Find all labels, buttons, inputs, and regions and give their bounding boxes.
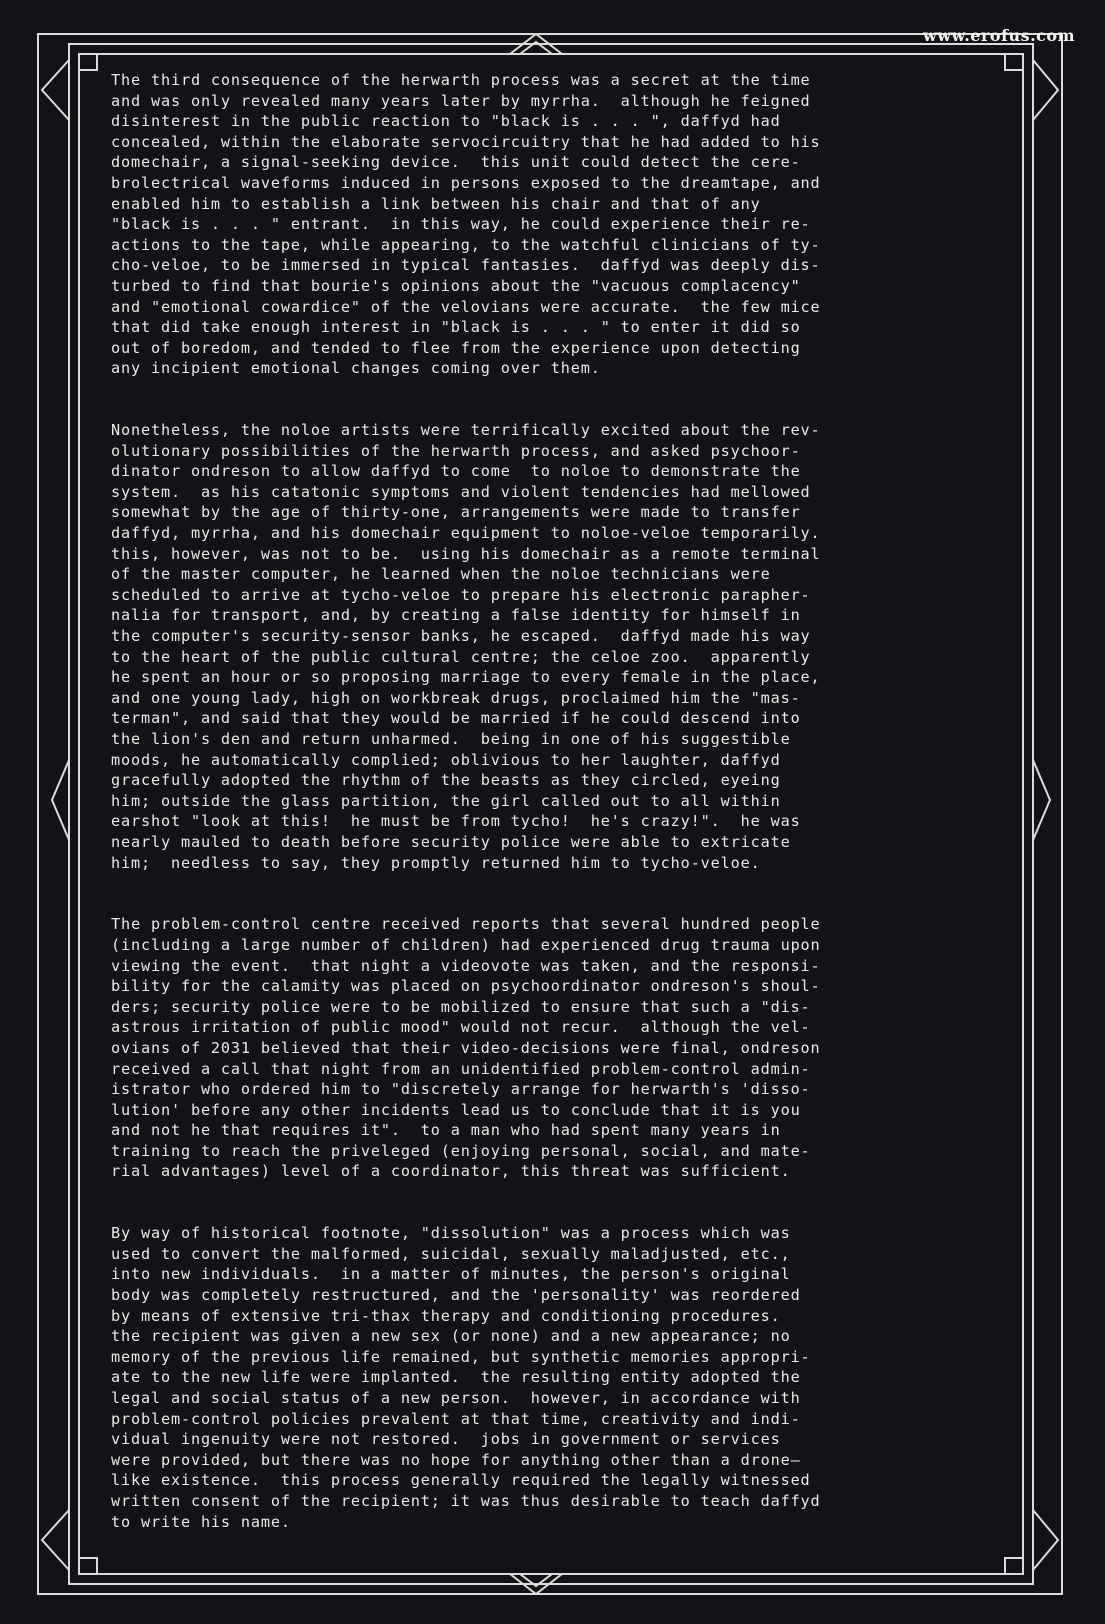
text-line: training to reach the priveleged (enjoying personal, social, and mate- bbox=[111, 1141, 811, 1160]
text-line: memory of the previous life remained, but synthetic memories appropri- bbox=[111, 1347, 811, 1366]
text-line: into new individuals. in a matter of minutes, the person's original bbox=[111, 1265, 791, 1284]
text-line: rial advantages) level of a coordinator, this threat was sufficient. bbox=[111, 1162, 791, 1181]
text-line: ders; security police were to be mobilized to ensure that such a "dis- bbox=[111, 997, 811, 1016]
text-line: received a call that night from an unidentified problem-control admin- bbox=[111, 1059, 811, 1078]
text-line: nearly mauled to death before security police were able to extricate bbox=[111, 832, 791, 851]
text-line: actions to the tape, while appearing, to the watchful clinicians of ty- bbox=[111, 235, 821, 254]
text-line: the lion's den and return unharmed. being in one of his suggestible bbox=[111, 730, 791, 748]
text-line: the recipient was given a new sex (or none) and a new appearance; no bbox=[111, 1327, 791, 1346]
document-body bbox=[111, 70, 1004, 1532]
paragraph-1 bbox=[111, 70, 1004, 379]
text-line: astrous irritation of public mood" would not recur. although the vel- bbox=[111, 1018, 811, 1037]
text-line: the computer's security-sensor banks, he escaped. daffyd made his way bbox=[111, 627, 811, 646]
paragraph-3 bbox=[111, 914, 1004, 1182]
text-line: concealed, within the elaborate servocircuitry that he had added to his bbox=[111, 132, 821, 151]
text-line: body was completely restructured, and the 'personality' was reordered bbox=[111, 1286, 801, 1305]
text-line: brolectrical waveforms induced in persons exposed to the dreamtape, and bbox=[111, 173, 821, 192]
text-line: system. as his catatonic symptoms and violent tendencies had mellowed bbox=[111, 482, 811, 501]
text-line: By way of historical footnote, "dissolution" was a process which was bbox=[111, 1224, 791, 1243]
text-line: to write his name. bbox=[111, 1512, 291, 1531]
text-line: and not he that requires it". to a man who had spent many years in bbox=[111, 1121, 781, 1140]
text-line: like existence. this process generally required the legally witnessed bbox=[111, 1471, 811, 1490]
text-line: lution' before any other incidents lead us to conclude that it is you bbox=[111, 1100, 801, 1119]
text-line: daffyd, myrrha, and his domechair equipment to noloe-veloe temporarily. bbox=[111, 524, 821, 543]
text-line: olutionary possibilities of the herwarth process, and asked psychoor- bbox=[111, 441, 801, 460]
text-line: that did take enough interest in "black is . . . " to enter it did so bbox=[111, 318, 801, 337]
paragraph-2 bbox=[111, 420, 1004, 873]
text-line: legal and social status of a new person. however, in accordance with bbox=[111, 1389, 801, 1407]
text-line: cho-veloe, to be immersed in typical fantasies. daffyd was deeply dis- bbox=[111, 256, 821, 275]
text-line: and was only revealed many years later by myrrha. although he feigned bbox=[111, 91, 811, 110]
paragraph-4 bbox=[111, 1223, 1004, 1532]
text-line: this, however, was not to be. using his domechair as a remote terminal bbox=[111, 544, 821, 563]
text-line: of the master computer, he learned when the noloe technicians were bbox=[111, 565, 771, 584]
text-line: dinator ondreson to allow daffyd to come to noloe to demonstrate the bbox=[111, 462, 801, 481]
text-line: domechair, a signal-seeking device. this unit could detect the cere- bbox=[111, 153, 801, 172]
text-line: he spent an hour or so proposing marriage to every female in the place, bbox=[111, 668, 821, 687]
text-line: were provided, but there was no hope for anything other than a drone— bbox=[111, 1450, 801, 1469]
text-line: ovians of 2031 believed that their video-decisions were final, ondreson bbox=[111, 1038, 821, 1057]
text-line: him; needless to say, they promptly returned him to tycho-veloe. bbox=[111, 853, 761, 872]
text-line: enabled him to establish a link between his chair and that of any bbox=[111, 194, 761, 213]
text-line: The problem-control centre received reports that several hundred people bbox=[111, 915, 821, 934]
text-line: somewhat by the age of thirty-one, arrangements were made to transfer bbox=[111, 503, 801, 522]
text-line: gracefully adopted the rhythm of the beasts as they circled, eyeing bbox=[111, 771, 781, 790]
text-line: and one young lady, high on workbreak drugs, proclaimed him the "mas- bbox=[111, 688, 801, 707]
text-line: problem-control policies prevalent at that time, creativity and indi- bbox=[111, 1409, 801, 1428]
text-line: him; outside the glass partition, the girl called out to all within bbox=[111, 791, 781, 810]
text-line: and "emotional cowardice" of the velovians were accurate. the few mice bbox=[111, 297, 821, 316]
text-line: bility for the calamity was placed on psychoordinator ondreson's shoul- bbox=[111, 977, 821, 996]
text-line: out of boredom, and tended to flee from the experience upon detecting bbox=[111, 338, 801, 357]
text-line: vidual ingenuity were not restored. jobs in government or services bbox=[111, 1430, 781, 1449]
text-line: The third consequence of the herwarth process was a secret at the time bbox=[111, 71, 811, 89]
text-line: (including a large number of children) had experienced drug trauma upon bbox=[111, 935, 821, 954]
text-line: by means of extensive tri-thax therapy and conditioning procedures. bbox=[111, 1306, 781, 1325]
text-line: Nonetheless, the noloe artists were terrifically excited about the rev- bbox=[111, 421, 821, 440]
text-line: ate to the new life were implanted. the resulting entity adopted the bbox=[111, 1368, 801, 1387]
text-line: any incipient emotional changes coming over them. bbox=[111, 359, 601, 378]
text-line: moods, he automatically complied; oblivious to her laughter, daffyd bbox=[111, 750, 781, 769]
text-line: to the heart of the public cultural centre; the celoe zoo. apparently bbox=[111, 647, 811, 666]
text-line: disinterest in the public reaction to "black is . . . ", daffyd had bbox=[111, 112, 781, 131]
text-line: viewing the event. that night a videovote was taken, and the responsi- bbox=[111, 956, 821, 975]
text-line: written consent of the recipient; it was thus desirable to teach daffyd bbox=[111, 1491, 821, 1510]
text-line: earshot "look at this! he must be from tycho! he's crazy!". he was bbox=[111, 812, 801, 831]
text-line: "black is . . . " entrant. in this way, he could experience their re- bbox=[111, 215, 811, 234]
text-line: turbed to find that bourie's opinions about the "vacuous complacency" bbox=[111, 276, 801, 295]
text-line: scheduled to arrive at tycho-veloe to prepare his electronic parapher- bbox=[111, 585, 811, 604]
text-line: used to convert the malformed, suicidal, sexually maladjusted, etc., bbox=[111, 1244, 791, 1263]
site-watermark: www.erofus.com bbox=[923, 26, 1075, 45]
text-line: terman", and said that they would be married if he could descend into bbox=[111, 709, 801, 728]
text-line: istrator who ordered him to "discretely arrange for herwarth's 'disso- bbox=[111, 1080, 811, 1099]
text-line: nalia for transport, and, by creating a false identity for himself in bbox=[111, 606, 801, 625]
